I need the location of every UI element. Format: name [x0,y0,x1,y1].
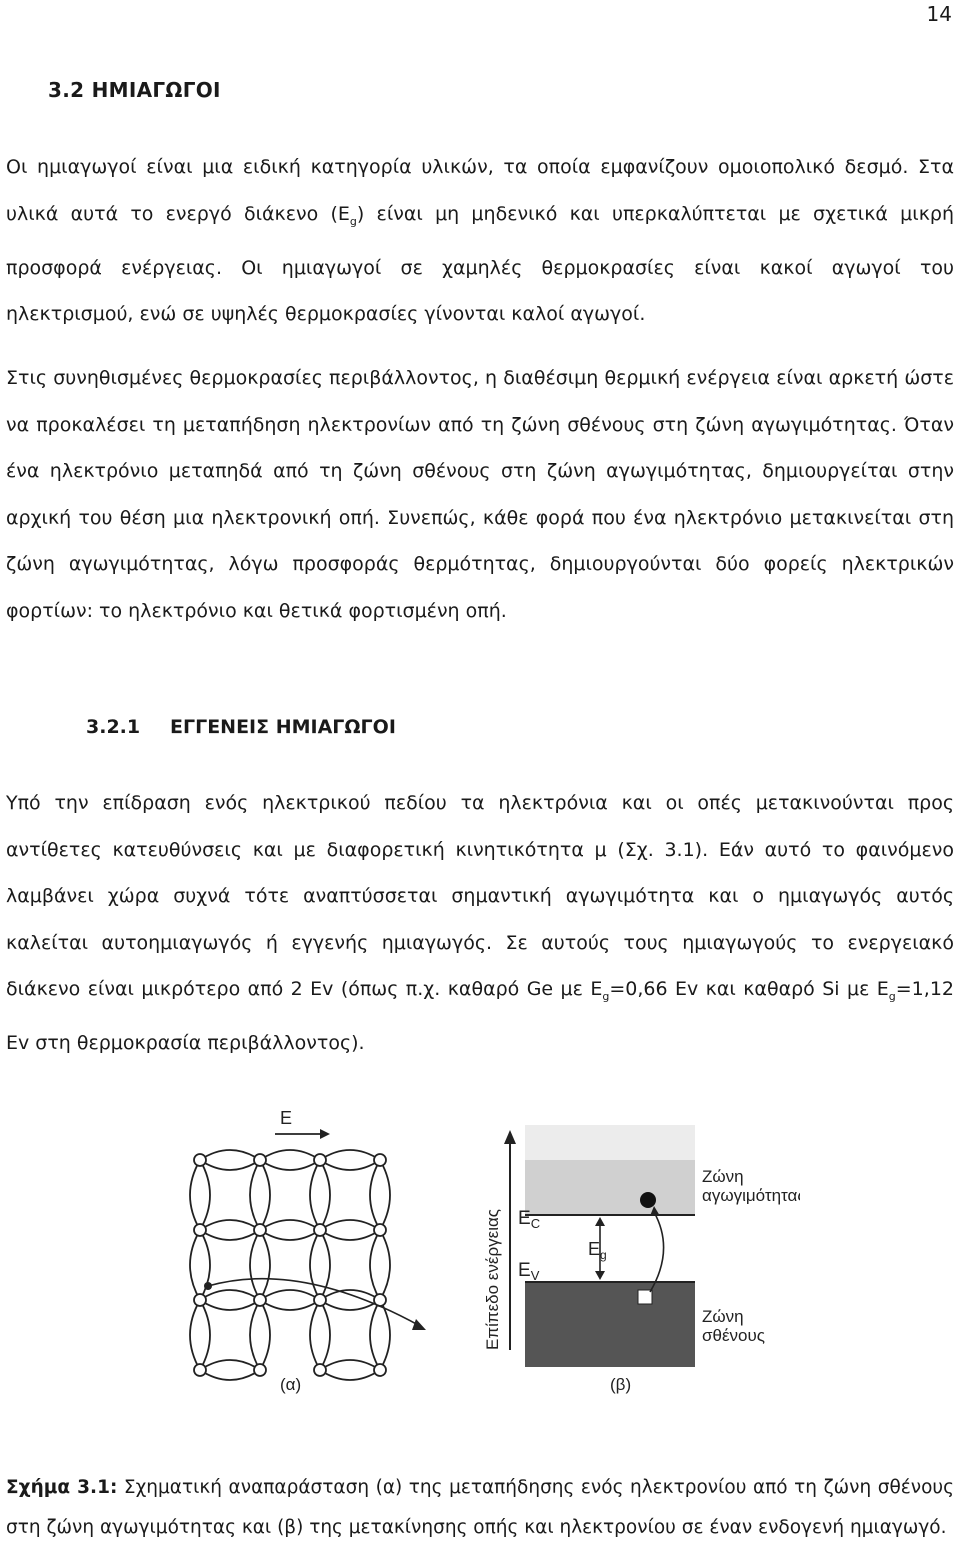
subscript-g: g [888,989,896,1003]
ec-letter: E [518,1208,531,1229]
paragraph-thermal: Στις συνηθισμένες θερμοκρασίες περιβάλλοντος, η διαθέσιμη θερμική ενέργεια είναι αρκετή ώστε να προκαλέσει τη μεταπήδηση ηλεκτρονίων από τη ζώνη σθένους στη ζώνη αγωγιμότητας. Όταν ένα ηλεκτρόνιο μεταπηδά από τη ζώνη σθένους στη ζώνη αγωγιμότητας, δημιουργείται στην αρχική του θέση μια ηλεκτρονική οπή. Συνεπώς, κάθε φορά που ένα ηλεκτρόνιο μετακινείται στη ζώνη αγωγιμότητας, λόγω προσφοράς θερμότητας, δημιουργούνται δύο φορείς ηλεκτρικών φορτίων: το ηλεκτρόνιο και θετικά φορτισμένη οπή. [6,367,954,622]
valence-band-label-line1: Ζώνη [702,1307,744,1326]
valence-band [525,1282,695,1367]
figure-3-1 [180,1100,800,1410]
paragraph-intro [6,144,954,338]
gap-arrow-bottom [595,1271,605,1280]
valence-hole [638,1290,652,1304]
transition-arrow [650,1212,664,1292]
field-label: E [280,1108,293,1128]
atoms [194,1154,386,1376]
horizontal-bonds [200,1150,380,1380]
valence-band-label-line2: σθένους [702,1326,765,1345]
ev-label [518,1260,540,1283]
electron-path-arrowhead [412,1319,426,1330]
subsection-title: ΕΓΓΕΝΕΙΣ ΗΜΙΑΓΩΓΟΙ [170,716,396,738]
paragraph-intrinsic [6,780,954,1067]
page-number: 14 [926,2,952,26]
label-a: (α) [280,1375,302,1394]
conduction-band-label-line2: αγωγιμότητας [702,1186,800,1205]
subsection-number: 3.2.1 [86,716,141,738]
field-arrow [275,1129,330,1139]
caption-label: Σχήμα 3.1: [6,1477,118,1498]
caption-text: Σχηματική αναπαράσταση (α) της μεταπήδησης ενός ηλεκτρονίου από τη ζώνη σθένους στη ζώνη αγωγιμότητας και (β) της μετακίνησης οπής και ηλεκτρονίου σε έναν ενδογενή ημιαγωγό. [6,1477,954,1538]
paragraph-intrinsic-part3: =1,12 Εv στη θερμοκρασία περιβάλλοντος). [6,978,954,1055]
subsection-heading [86,716,396,738]
conduction-electron [640,1192,656,1208]
electron-dot [204,1282,212,1290]
eg-letter: E [588,1239,601,1259]
band-diagram [483,1125,800,1367]
subscript-g: g [602,989,610,1003]
ev-subscript: V [530,1268,540,1283]
vertical-bonds [190,1160,390,1370]
lattice-diagram [190,1108,426,1380]
conduction-band-label-line1: Ζώνη [702,1167,744,1186]
subscript-g: g [349,214,357,228]
ec-subscript: C [530,1216,541,1231]
ev-letter: E [518,1260,531,1281]
paragraph-intro-part2: ) είναι μη μηδενικό και υπερκαλύπτεται με σχετικά μικρή προσφορά ενέργειας. Οι ημιαγωγοί σε χαμηλές θερμοκρασίες είναι κακοί αγωγοί του ηλεκτρισμού, ενώ σε υψηλές θερμοκρασίες γίνονται καλοί αγωγοί. [6,202,954,326]
section-heading: 3.2 ΗΜΙΑΓΩΓΟΙ [48,78,221,102]
paragraph-intrinsic-part1: Υπό την επίδραση ενός ηλεκτρικού πεδίου τα ηλεκτρόνια και οι οπές μετακινούνται προς αντίθετες κατευθύνσεις και με διαφορετική κινητικότητα μ (Σχ. 3.1). Εάν αυτό το φαινόμενο λαμβάνει χώρα συχνά τότε αναπτύσσεται σημαντική αγωγιμότητα και ο ημιαγωγός αυτός καλείται αυτοημιαγωγός ή εγγενής ημιαγωγός. Σε αυτούς τους ημιαγωγούς το ενεργειακό διάκενο είναι μικρότερο από 2 Εv (όπως π.χ. καθαρό Ge με E [6,792,954,1000]
figure-caption [6,1468,954,1548]
energy-axis-label: Επίπεδο ενέργειας [483,1209,502,1350]
gap-arrow-top [595,1217,605,1226]
eg-subscript: g [600,1248,607,1262]
figure-illustration [180,1100,800,1410]
energy-axis-arrowhead [504,1130,516,1144]
paragraph-intrinsic-part2: =0,66 Εv και καθαρό Si με E [609,978,889,1000]
paragraph-intro-part1: Οι ημιαγωγοί είναι μια ειδική κατηγορία υλικών, τα οποία εμφανίζουν ομοιοπολικό δεσμό. Στα υλικά αυτά το ενεργό διάκενο (E [6,156,954,225]
eg-label [588,1239,607,1262]
label-b: (β) [610,1375,632,1394]
